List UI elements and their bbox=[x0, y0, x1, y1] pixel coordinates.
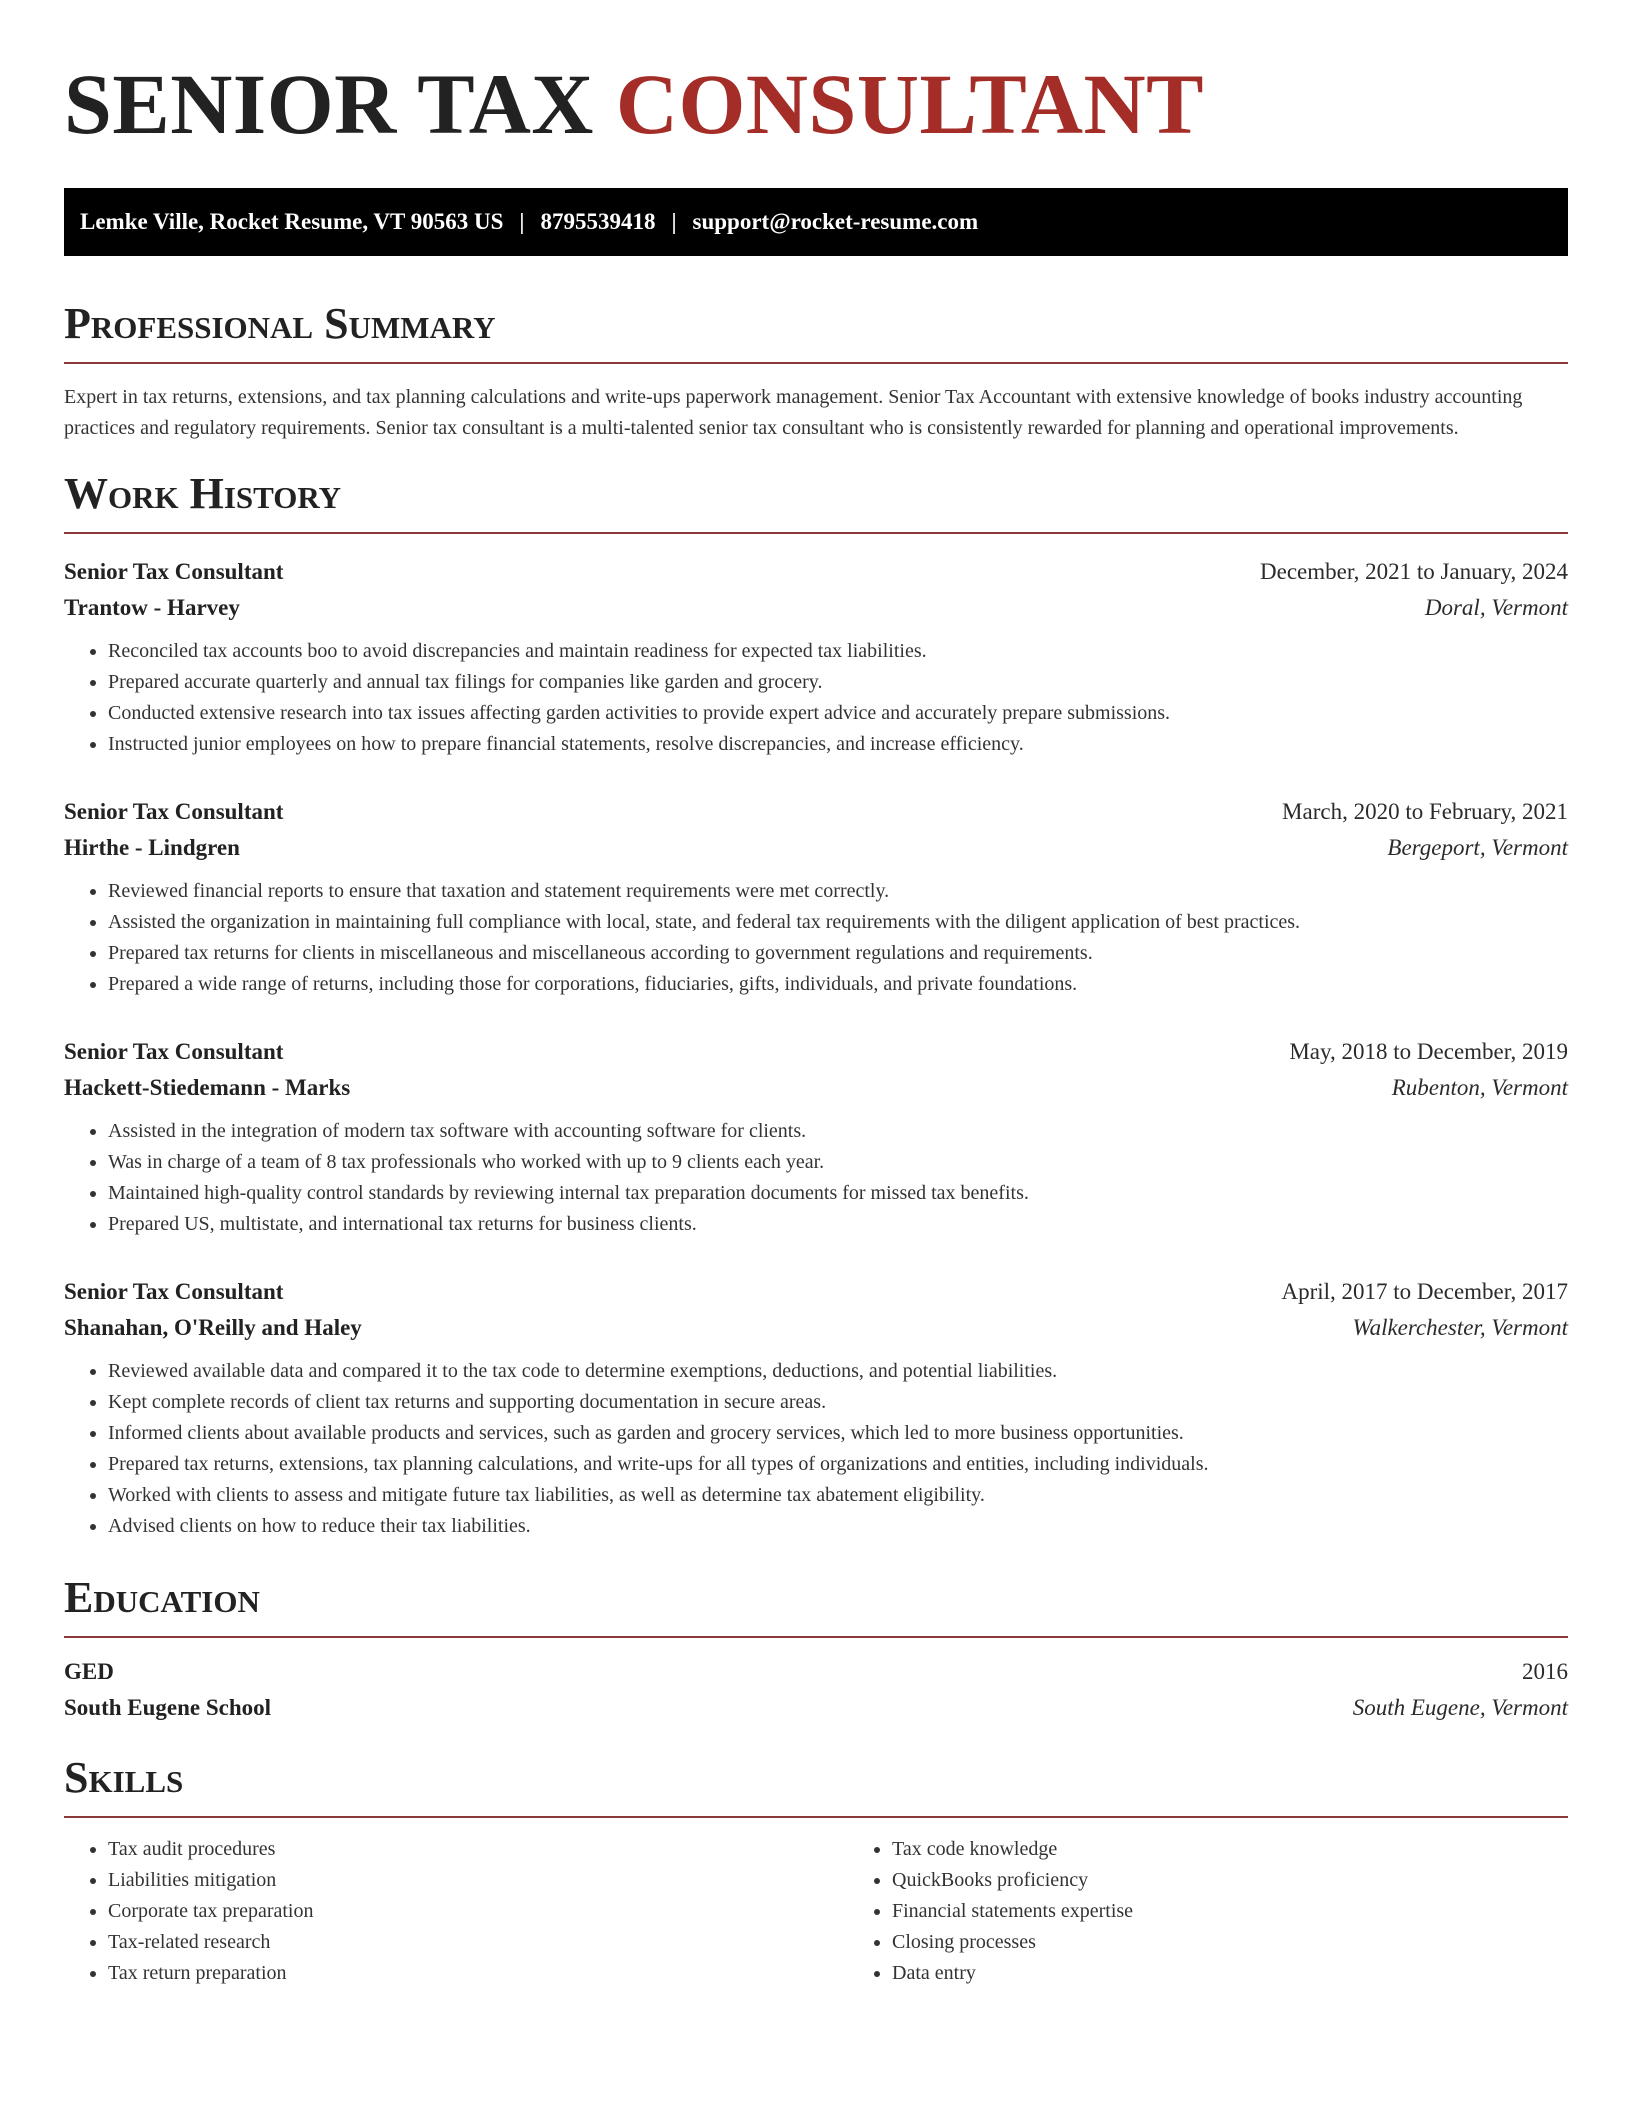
summary-section bbox=[64, 298, 1568, 444]
job-location: Walkerchester, Vermont bbox=[1352, 1315, 1568, 1340]
skills-heading: Skills bbox=[64, 1752, 1568, 1818]
job-bullet: • Was in charge of a team of 8 tax professionals who worked with up to 9 clients each year. bbox=[108, 1147, 1568, 1178]
education-school: South Eugene School bbox=[64, 1695, 272, 1720]
job-dates: March, 2020 to February, 2021 bbox=[1282, 799, 1568, 824]
job-location: Bergeport, Vermont bbox=[1387, 835, 1568, 860]
job-header-row bbox=[64, 794, 1568, 830]
skill-item: • QuickBooks proficiency bbox=[892, 1865, 1632, 1896]
job-bullet: • Reconciled tax accounts boo to avoid discrepancies and maintain readiness for expected tax liabilities. bbox=[108, 636, 1568, 667]
skills-grid bbox=[64, 1834, 1568, 1989]
summary-heading: Professional Summary bbox=[64, 298, 1568, 364]
job-dates: April, 2017 to December, 2017 bbox=[1281, 1279, 1568, 1304]
education-degree: GED bbox=[64, 1659, 114, 1684]
job-title: Senior Tax Consultant bbox=[64, 559, 284, 584]
job-bullet: • Assisted in the integration of modern tax software with accounting software for clients. bbox=[108, 1116, 1568, 1147]
job-location: Doral, Vermont bbox=[1424, 595, 1568, 620]
skill-item: • Tax return preparation bbox=[108, 1958, 848, 1989]
job-header-row bbox=[64, 1034, 1568, 1070]
skills-list-right bbox=[848, 1834, 1632, 1989]
job-company: Hackett-Stiedemann - Marks bbox=[64, 1075, 351, 1100]
summary-text: Expert in tax returns, extensions, and tax planning calculations and write-ups paperwork management. Senior Tax Accountant with extensive knowledge of books industry accounting practices and regulatory requirements. Senior tax consultant is a multi-talented senior tax consultant who is consistently rewarded for planning and operational improvements. bbox=[64, 386, 1523, 439]
job-entry bbox=[64, 794, 1568, 1000]
job-company: Hirthe - Lindgren bbox=[64, 835, 240, 860]
skill-item: • Closing processes bbox=[892, 1927, 1632, 1958]
title-accent: CONSULTANT bbox=[615, 56, 1204, 152]
job-title: Senior Tax Consultant bbox=[64, 1279, 284, 1304]
job-bullet: • Conducted extensive research into tax issues affecting garden activities to provide expert advice and accurately prepare submissions. bbox=[108, 698, 1568, 729]
contact-email: support@rocket-resume.com bbox=[692, 209, 979, 234]
job-location: Rubenton, Vermont bbox=[1391, 1075, 1568, 1100]
job-header-row bbox=[64, 1274, 1568, 1310]
job-bullet: • Kept complete records of client tax returns and supporting documentation in secure areas. bbox=[108, 1387, 1568, 1418]
job-title: Senior Tax Consultant bbox=[64, 1039, 284, 1064]
education-entry bbox=[64, 1654, 1568, 1726]
job-company-row bbox=[64, 1070, 1568, 1106]
job-bullets bbox=[64, 1356, 1568, 1542]
job-bullet: • Prepared tax returns, extensions, tax planning calculations, and write-ups for all types of organizations and entities, including individuals. bbox=[108, 1449, 1568, 1480]
education-school-row bbox=[64, 1690, 1568, 1726]
education-year: 2016 bbox=[1522, 1659, 1568, 1684]
job-header-row bbox=[64, 554, 1568, 590]
job-bullet: • Prepared US, multistate, and international tax returns for business clients. bbox=[108, 1209, 1568, 1240]
resume-title bbox=[64, 56, 1568, 152]
job-entry bbox=[64, 1034, 1568, 1240]
job-entry bbox=[64, 1274, 1568, 1542]
job-dates: December, 2021 to January, 2024 bbox=[1260, 559, 1568, 584]
skill-item: • Financial statements expertise bbox=[892, 1896, 1632, 1927]
job-bullet: • Reviewed financial reports to ensure that taxation and statement requirements were met correctly. bbox=[108, 876, 1568, 907]
job-bullet: • Instructed junior employees on how to prepare financial statements, resolve discrepancies, and increase efficiency. bbox=[108, 729, 1568, 760]
skills-list-left bbox=[64, 1834, 848, 1989]
job-bullets bbox=[64, 876, 1568, 1000]
education-section bbox=[64, 1572, 1568, 1726]
job-bullet: • Prepared a wide range of returns, including those for corporations, fiduciaries, gifts, individuals, and private foundations. bbox=[108, 969, 1568, 1000]
skill-item: • Tax code knowledge bbox=[892, 1834, 1632, 1865]
contact-separator: | bbox=[671, 209, 677, 234]
job-bullet: • Maintained high-quality control standards by reviewing internal tax preparation documents for missed tax benefits. bbox=[108, 1178, 1568, 1209]
skill-item: • Tax-related research bbox=[108, 1927, 848, 1958]
contact-address: Lemke Ville, Rocket Resume, VT 90563 US bbox=[80, 209, 504, 234]
job-company-row bbox=[64, 590, 1568, 626]
skill-item: • Corporate tax preparation bbox=[108, 1896, 848, 1927]
skills-section bbox=[64, 1752, 1568, 1989]
skill-item: • Liabilities mitigation bbox=[108, 1865, 848, 1896]
job-bullet: • Prepared accurate quarterly and annual tax filings for companies like garden and grocery. bbox=[108, 667, 1568, 698]
job-company: Trantow - Harvey bbox=[64, 595, 240, 620]
contact-separator: | bbox=[519, 209, 525, 234]
job-bullet: • Informed clients about available products and services, such as garden and grocery services, which led to more business opportunities. bbox=[108, 1418, 1568, 1449]
contact-phone: 8795539418 bbox=[540, 209, 656, 234]
work-history-section bbox=[64, 468, 1568, 1542]
education-degree-row bbox=[64, 1654, 1568, 1690]
education-location: South Eugene, Vermont bbox=[1352, 1695, 1568, 1720]
job-company-row bbox=[64, 1310, 1568, 1346]
job-dates: May, 2018 to December, 2019 bbox=[1289, 1039, 1568, 1064]
skill-item: • Tax audit procedures bbox=[108, 1834, 848, 1865]
job-bullet: • Prepared tax returns for clients in miscellaneous and miscellaneous according to government regulations and requirements. bbox=[108, 938, 1568, 969]
education-heading: Education bbox=[64, 1572, 1568, 1638]
job-bullet: • Reviewed available data and compared it to the tax code to determine exemptions, deductions, and potential liabilities. bbox=[108, 1356, 1568, 1387]
job-bullets bbox=[64, 1116, 1568, 1240]
job-company: Shanahan, O'Reilly and Haley bbox=[64, 1315, 362, 1340]
job-bullet: • Assisted the organization in maintaining full compliance with local, state, and federal tax requirements with the diligent application of best practices. bbox=[108, 907, 1568, 938]
skill-item: • Data entry bbox=[892, 1958, 1632, 1989]
job-bullet: • Worked with clients to assess and mitigate future tax liabilities, as well as determine tax abatement eligibility. bbox=[108, 1480, 1568, 1511]
work-history-heading: Work History bbox=[64, 468, 1568, 534]
job-company-row bbox=[64, 830, 1568, 866]
job-bullet: • Advised clients on how to reduce their tax liabilities. bbox=[108, 1511, 1568, 1542]
title-main: SENIOR TAX bbox=[64, 56, 616, 152]
job-title: Senior Tax Consultant bbox=[64, 799, 284, 824]
job-entry bbox=[64, 554, 1568, 760]
job-bullets bbox=[64, 636, 1568, 760]
contact-bar bbox=[64, 188, 1568, 256]
